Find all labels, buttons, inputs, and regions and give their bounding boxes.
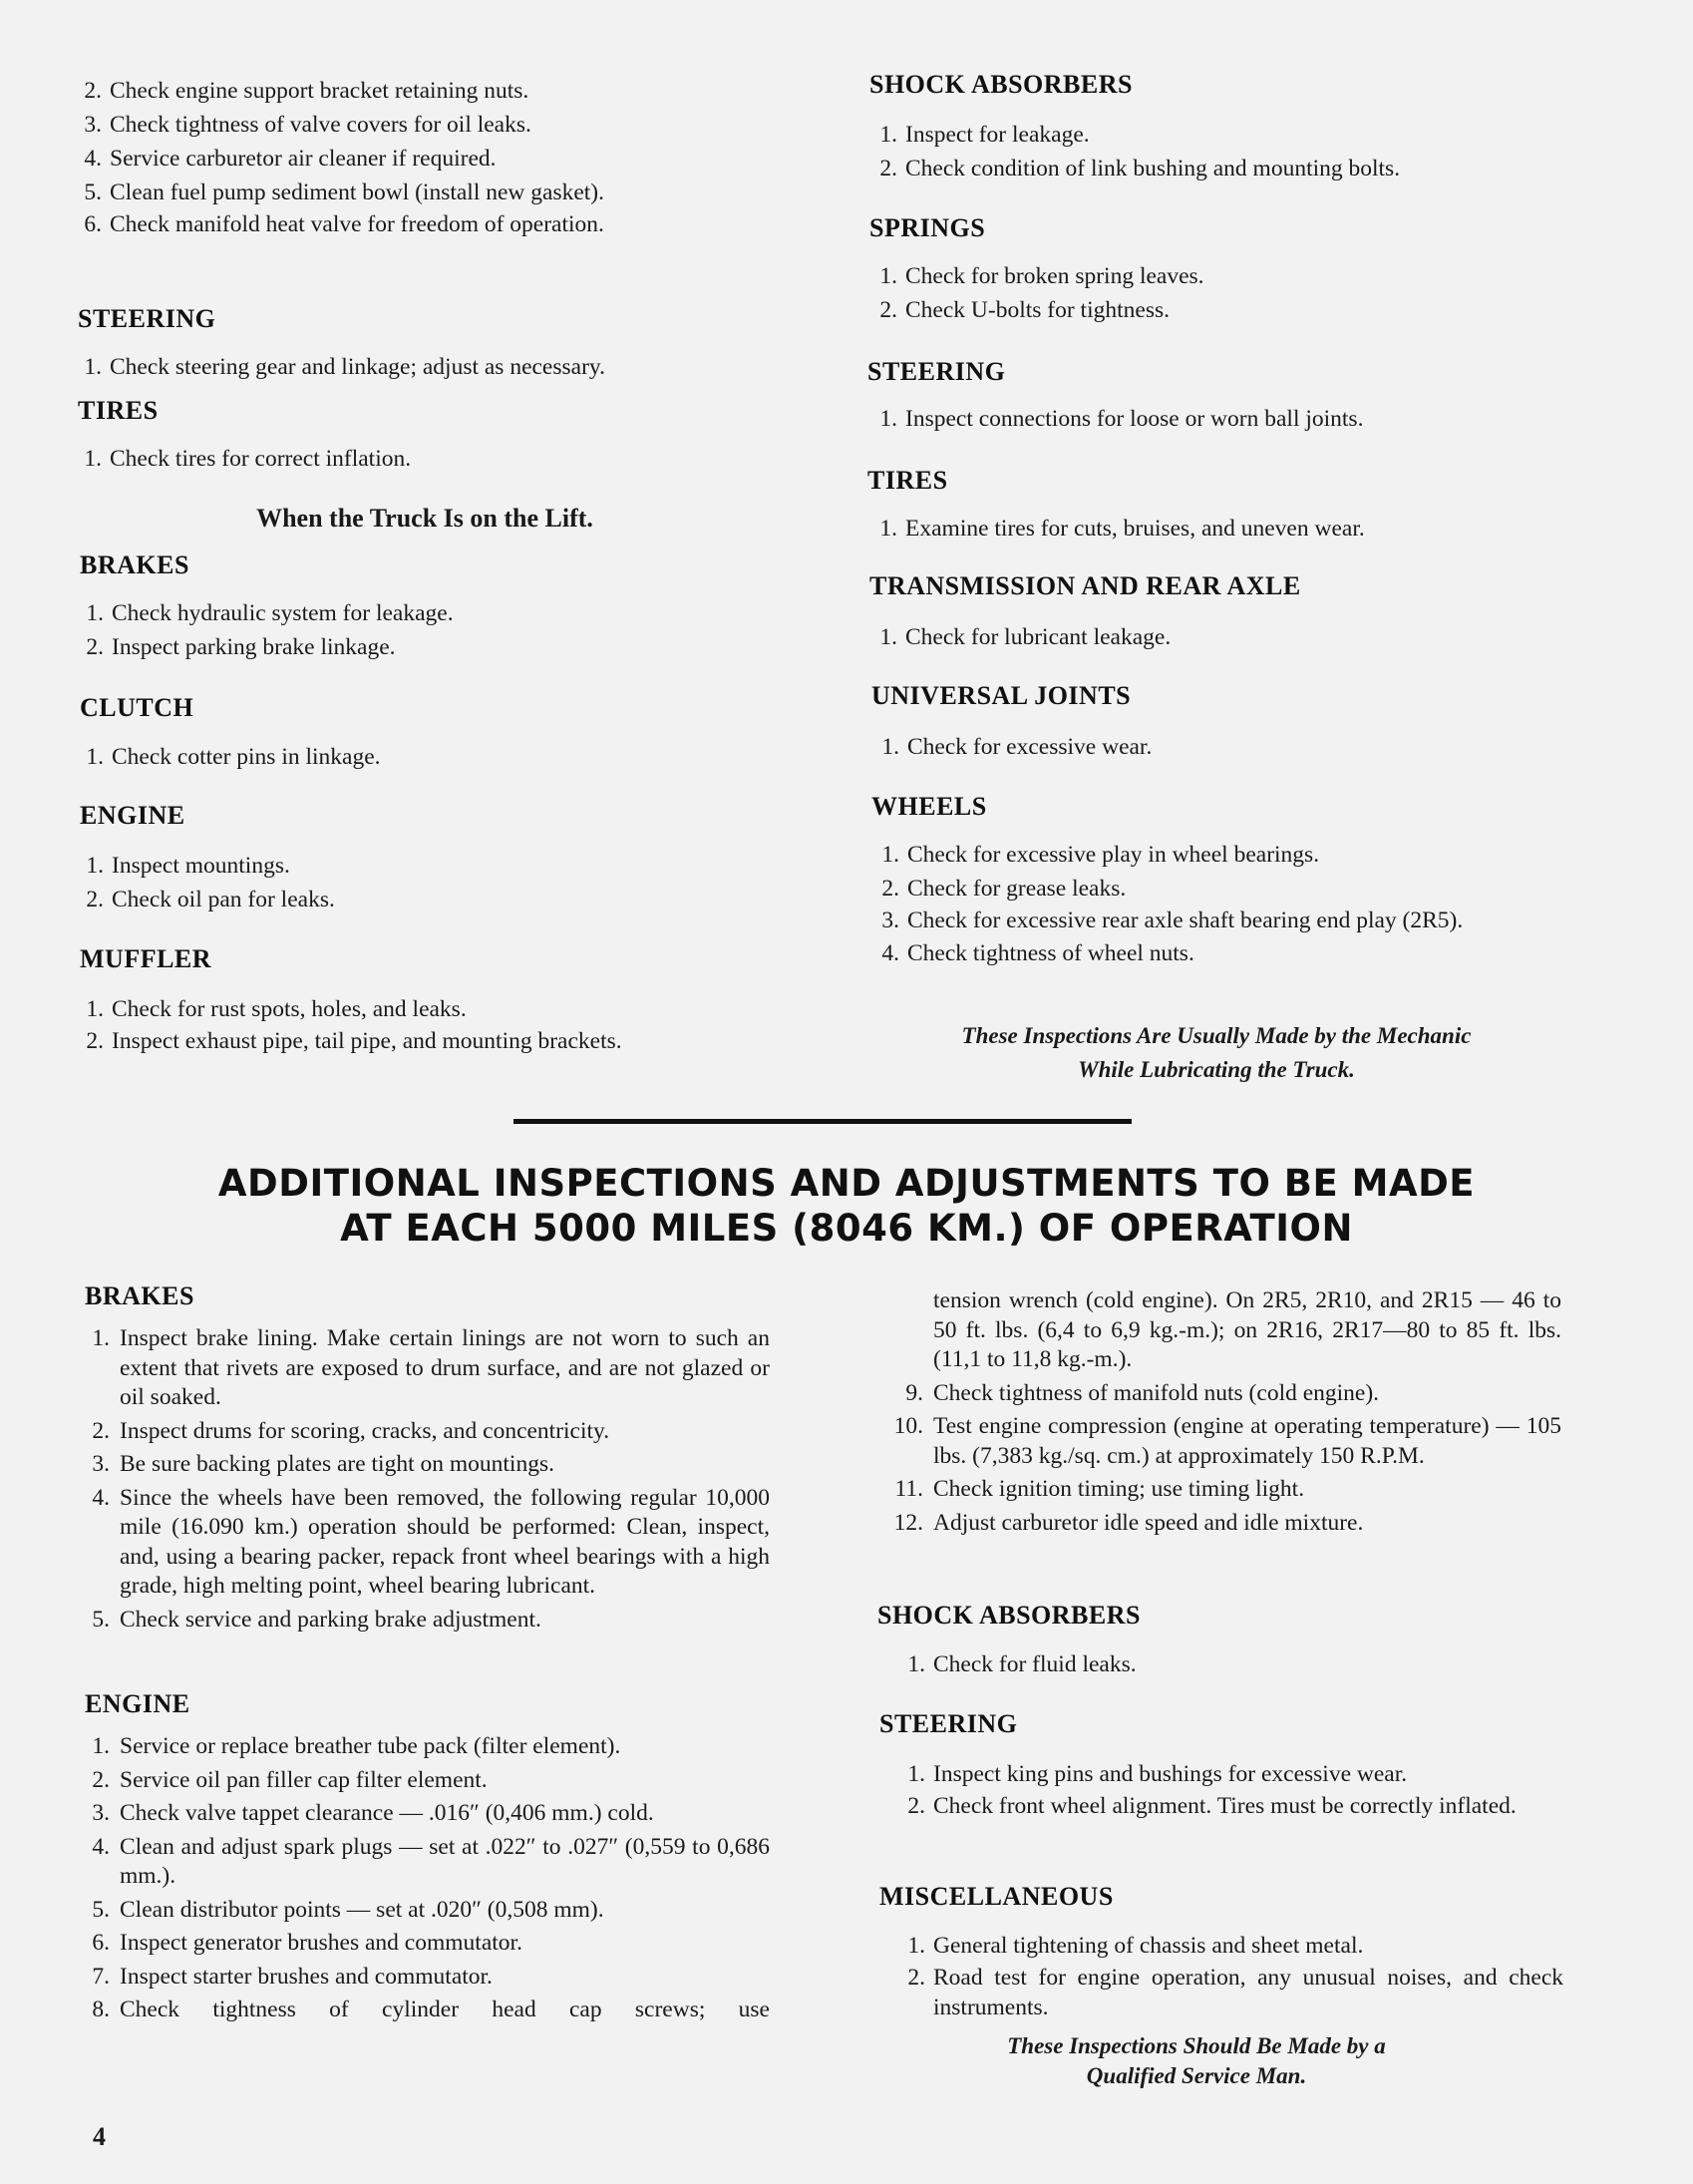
section-heading-wheels: WHEELS (871, 792, 987, 821)
service-man-note-line1: These Inspections Should Be Made by a (1007, 2033, 1386, 2058)
list-item: 7. Inspect starter brushes and commutator. (92, 1963, 493, 1990)
list-item: 6. Check manifold heat valve for freedom of operation. (84, 211, 604, 237)
section-divider (513, 1119, 1132, 1124)
section-heading-universal-joints: UNIVERSAL JOINTS (871, 681, 1132, 710)
list-item: 3. Be sure backing plates are tight on mountings. (92, 1451, 554, 1477)
list-item: 1. Check for broken spring leaves. (879, 263, 1204, 289)
tires-list (72, 442, 766, 476)
list-item: 2. Check front wheel alignment. Tires must be correctly inflated. (907, 1793, 1517, 1819)
section-title-line2: AT EACH 5000 MILES (8046 KM.) OF OPERATION (340, 1207, 1353, 1250)
mechanic-note-line1: These Inspections Are Usually Made by the Mechanic (961, 1023, 1472, 1048)
list-item: 2. Check U-bolts for tightness. (879, 297, 1170, 323)
brakes-5000-list (80, 1324, 770, 1635)
section-heading-shock-absorbers-5000: SHOCK ABSORBERS (877, 1601, 1141, 1630)
section-heading-muffler: MUFFLER (80, 944, 212, 973)
list-item: 1. Inspect brake lining. Make certain linings are not worn to such an extent that rivets are exposed to drum surface, and are not glazed or oil soaked. (92, 1325, 770, 1410)
list-item: 5. Clean distributor points — set at .020″ (0,508 mm). (92, 1896, 604, 1923)
section-heading-transmission: TRANSMISSION AND REAR AXLE (869, 571, 1301, 600)
list-item: 2. Check condition of link bushing and mounting bolts. (879, 156, 1401, 182)
list-item: 2. Road test for engine operation, any unusual noises, and check instruments. (907, 1965, 1563, 2020)
list-item: 1. Check tires for correct inflation. (84, 446, 412, 472)
section-heading-steering-5000: STEERING (879, 1709, 1018, 1738)
section-heading-brakes: BRAKES (80, 550, 189, 579)
section-heading-shock-absorbers: SHOCK ABSORBERS (869, 70, 1133, 99)
shock-absorbers-list (867, 118, 1555, 185)
section-heading-steering-right: STEERING (867, 357, 1006, 386)
wheels-list (869, 838, 1557, 970)
list-item: 2. Inspect parking brake linkage. (86, 634, 396, 660)
list-item-continued: tension wrench (cold engine). On 2R5, 2R10, and 2R15 — 46 to 50 ft. lbs. (6,4 to 6,9 kg.-m.); on 2R16, 2R17—80 to 85 ft. lbs. (11,1 to 11,8 kg.-m.). (933, 1287, 1561, 1372)
mechanic-note-line2: While Lubricating the Truck. (1078, 1057, 1355, 1082)
engine-list (74, 849, 768, 916)
tires-right-list (867, 512, 1555, 546)
steering-right-list (867, 402, 1555, 436)
list-item: 12. Adjust carburetor idle speed and idle mixture. (893, 1509, 1364, 1536)
lift-subheading: When the Truck Is on the Lift. (256, 504, 593, 533)
section-heading-springs: SPRINGS (869, 213, 986, 242)
list-item: 1. Check for lubricant leakage. (879, 624, 1172, 650)
list-item: 2. Inspect drums for scoring, cracks, and concentricity. (92, 1417, 610, 1444)
engine-5000-list (80, 1732, 770, 2025)
list-item: 4. Since the wheels have been removed, the following regular 10,000 mile (16.090 km.) operation should be performed: Clean, inspect, and, using a bearing packer, repack front wheel bearings with a high grade, high melting point, wheel bearing lubricant. (92, 1484, 770, 1599)
transmission-list (867, 620, 1555, 654)
section-heading-brakes-5000: BRAKES (85, 1281, 194, 1310)
muffler-list (74, 992, 768, 1056)
list-item: 1. Service or replace breather tube pack (filter element). (92, 1733, 621, 1759)
engine-5000-continued (893, 1286, 1561, 1538)
list-item: 6. Inspect generator brushes and commutator. (92, 1930, 522, 1956)
universal-joints-list (869, 730, 1557, 764)
clutch-list (74, 740, 768, 774)
brakes-list (74, 596, 768, 664)
list-item: 3. Check for excessive rear axle shaft bearing end play (2R5). (881, 908, 1464, 933)
list-item: 1. General tightening of chassis and sheet metal. (907, 1933, 1364, 1959)
section-heading-clutch: CLUTCH (80, 693, 194, 722)
service-man-note-line2: Qualified Service Man. (1086, 2063, 1307, 2088)
upper-left-continued-list (72, 74, 766, 239)
list-item: 1. Inspect king pins and bushings for excessive wear. (907, 1761, 1408, 1787)
steering-list (72, 350, 766, 384)
list-item: 1. Check hydraulic system for leakage. (86, 600, 454, 626)
list-item: 1. Inspect for leakage. (879, 122, 1090, 148)
list-item: 2. Check oil pan for leaks. (86, 887, 335, 912)
section-heading-miscellaneous: MISCELLANEOUS (879, 1882, 1114, 1911)
miscellaneous-list (895, 1929, 1563, 2022)
list-item: 1. Check for rust spots, holes, and leaks. (86, 996, 467, 1022)
list-item: 4. Service carburetor air cleaner if required. (84, 146, 497, 172)
list-item: 3. Check valve tappet clearance — .016″ (0,406 mm.) cold. (92, 1800, 654, 1826)
list-item: 10. Test engine compression (engine at operating temperature) — 105 lbs. (7,383 kg./sq. cm.) at approximately 150 R.P.M. (893, 1413, 1561, 1469)
section-heading-steering: STEERING (78, 304, 216, 333)
list-item: 1. Check steering gear and linkage; adjust as necessary. (84, 354, 606, 380)
section-heading-engine: ENGINE (80, 801, 185, 830)
list-item: 1. Examine tires for cuts, bruises, and uneven wear. (879, 516, 1365, 542)
list-item: 2. Service oil pan filler cap filter element. (92, 1766, 488, 1793)
list-item: 4. Check tightness of wheel nuts. (881, 940, 1194, 966)
list-item: 1. Check cotter pins in linkage. (86, 744, 381, 770)
list-item: 1. Inspect connections for loose or worn ball joints. (879, 406, 1364, 432)
list-item: 3. Check tightness of valve covers for oil leaks. (84, 112, 531, 138)
list-item: 2. Inspect exhaust pipe, tail pipe, and mounting brackets. (86, 1028, 622, 1054)
list-item: 9. Check tightness of manifold nuts (cold engine). (905, 1379, 1380, 1406)
list-item: 8. Check tightness of cylinder head cap screws; use (92, 1997, 770, 2022)
section-title-line1: ADDITIONAL INSPECTIONS AND ADJUSTMENTS TO BE MADE (217, 1162, 1476, 1205)
section-heading-engine-5000: ENGINE (85, 1689, 190, 1718)
list-item: 1. Check for excessive wear. (881, 734, 1153, 760)
list-item: 4. Clean and adjust spark plugs — set at .022″ to .027″ (0,559 to 0,686 mm.). (92, 1833, 770, 1889)
list-item: 11. Check ignition timing; use timing light. (894, 1476, 1305, 1502)
section-heading-tires: TIRES (78, 396, 159, 425)
shock-absorbers-5000-list (895, 1647, 1563, 1681)
steering-5000-list (895, 1757, 1563, 1821)
section-heading-tires-right: TIRES (867, 466, 948, 495)
list-item: 2. Check engine support bracket retaining nuts. (84, 78, 529, 104)
section-title (0, 1161, 1693, 1251)
service-man-note (877, 2031, 1516, 2091)
list-item: 2. Check for grease leaks. (881, 876, 1127, 902)
list-item: 1. Check for excessive play in wheel bearings. (881, 842, 1320, 868)
page-number: 4 (93, 2122, 106, 2151)
list-item: 1. Inspect mountings. (86, 853, 290, 879)
list-item: 1. Check for fluid leaks. (907, 1651, 1137, 1677)
mechanic-note (867, 1019, 1565, 1087)
springs-list (867, 259, 1555, 327)
list-item: 5. Clean fuel pump sediment bowl (install new gasket). (84, 180, 605, 205)
list-item: 5. Check service and parking brake adjustment. (92, 1606, 541, 1633)
